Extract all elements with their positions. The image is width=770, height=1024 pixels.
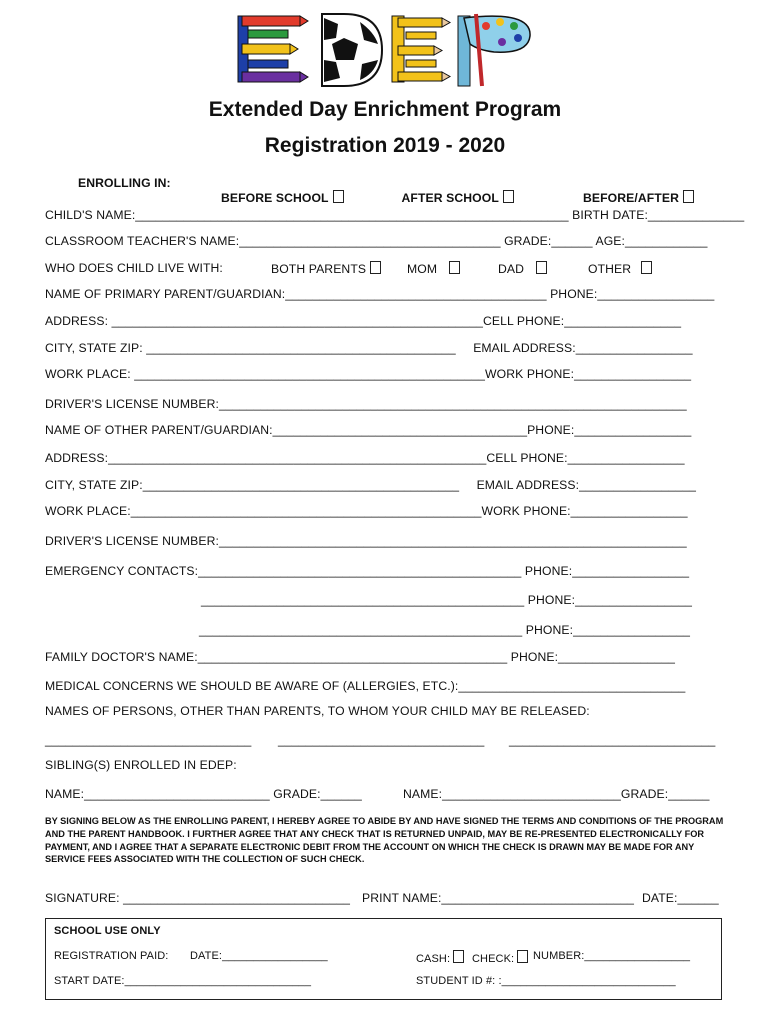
enroll-before-checkbox[interactable] <box>333 190 344 203</box>
logo-artwork <box>232 10 536 90</box>
cash-label: CASH: <box>416 953 451 965</box>
teacher-row[interactable]: CLASSROOM TEACHER'S NAME:______________________________________ GRADE:______ AGE:____________ <box>45 234 708 248</box>
sibling-row-1[interactable]: NAME:___________________________ GRADE:______ <box>45 787 362 801</box>
lives-other-checkbox[interactable] <box>641 261 652 274</box>
check-option[interactable] <box>472 950 528 965</box>
medical-row[interactable]: MEDICAL CONCERNS WE SHOULD BE AWARE OF (ALLERGIES, ETC.):_________________________________ <box>45 679 686 693</box>
pencil-e-icon <box>392 16 450 82</box>
start-date-field[interactable]: START DATE:______________________________ <box>54 975 312 987</box>
school-use-box <box>45 918 722 1000</box>
palette-p-icon <box>458 14 530 86</box>
student-id-field[interactable]: STUDENT ID #: :____________________________ <box>416 975 676 987</box>
work-row-2[interactable]: WORK PLACE:___________________________________________________WORK PHONE:_________________ <box>45 504 688 518</box>
soccer-ball-d-icon <box>322 14 382 86</box>
lives-both-checkbox[interactable] <box>370 261 381 274</box>
primary-parent-row[interactable]: NAME OF PRIMARY PARENT/GUARDIAN:______________________________________ PHONE:_________________ <box>45 287 715 301</box>
lives-other-label: OTHER <box>588 262 632 276</box>
enroll-both-option[interactable] <box>576 176 694 205</box>
enroll-after-option[interactable] <box>395 176 514 205</box>
agreement-text: BY SIGNING BELOW AS THE ENROLLING PARENT, I HEREBY AGREE TO ABIDE BY AND HAVE SIGNED THE TERMS AND CONDITIONS OF THE PROGRAM AND THE PARENT HANDBOOK. I FURTHER AGREE THAT ANY CHECK THAT IS RETURNED UNPAID, MAY BE RE-PRESENTED ELECTRONICALLY FOR PAYMENT, AND I AGREE THAT A SEPARATE ELECTRONIC DEBIT FROM THE ACCOUNT ON WHICH THE CHECK IS DRAWN MAY BE MADE FOR ANY SERVICE FEES ASSOCIATED WITH THE COLLECTION OF SUCH CHECK. <box>45 816 724 865</box>
enroll-before-option[interactable] <box>214 176 344 205</box>
enrolling-label: ENROLLING IN: <box>78 176 171 190</box>
emergency-contact-row-3[interactable]: _______________________________________________ PHONE:_________________ <box>199 623 691 637</box>
signature-field[interactable]: SIGNATURE: _________________________________ <box>45 891 351 905</box>
cash-option[interactable] <box>416 950 464 965</box>
siblings-label: SIBLING(S) ENROLLED IN EDEP: <box>45 758 237 772</box>
page-title: Extended Day Enrichment Program <box>208 98 562 121</box>
address-row-1[interactable]: ADDRESS: ______________________________________________________CELL PHONE:_________________ <box>45 314 682 328</box>
cash-checkbox[interactable] <box>453 950 464 963</box>
school-use-title: SCHOOL USE ONLY <box>54 925 161 937</box>
release-line-2[interactable]: ______________________________ <box>278 733 485 747</box>
lives-both-label: BOTH PARENTS <box>271 262 367 276</box>
lives-mom-label: MOM <box>407 262 438 276</box>
work-row-1[interactable]: WORK PLACE: ___________________________________________________WORK PHONE:_________________ <box>45 367 692 381</box>
other-parent-row[interactable]: NAME OF OTHER PARENT/GUARDIAN:_____________________________________PHONE:_________________ <box>45 423 692 437</box>
edep-logo <box>232 10 536 90</box>
number-field[interactable]: NUMBER:_________________ <box>533 950 691 962</box>
registration-paid-label: REGISTRATION PAID: <box>54 950 169 962</box>
crayon-e-icon <box>238 16 308 82</box>
check-checkbox[interactable] <box>517 950 528 963</box>
lives-other-option[interactable] <box>588 261 652 276</box>
check-label: CHECK: <box>472 953 515 965</box>
emergency-contact-row-1[interactable]: EMERGENCY CONTACTS:_______________________________________________ PHONE:_________________ <box>45 564 690 578</box>
child-name-row[interactable]: CHILD'S NAME:_______________________________________________________________ BIRTH DATE:______________ <box>45 208 745 222</box>
emergency-contact-row-2[interactable]: _______________________________________________ PHONE:_________________ <box>201 593 693 607</box>
enroll-before-label: BEFORE SCHOOL <box>220 191 329 205</box>
lives-mom-checkbox[interactable] <box>449 261 460 274</box>
lives-dad-checkbox[interactable] <box>536 261 547 274</box>
lives-dad-option[interactable] <box>498 261 547 276</box>
school-date-field[interactable]: DATE:_________________ <box>190 950 328 962</box>
lives-mom-option[interactable] <box>407 261 460 276</box>
release-line-1[interactable]: ______________________________ <box>45 733 252 747</box>
enroll-after-label: AFTER SCHOOL <box>401 191 499 205</box>
city-row-1[interactable]: CITY, STATE ZIP: _____________________________________________ EMAIL ADDRESS:_________________ <box>45 341 693 355</box>
city-row-2[interactable]: CITY, STATE ZIP:______________________________________________ EMAIL ADDRESS:_________________ <box>45 478 697 492</box>
lives-with-label: WHO DOES CHILD LIVE WITH: <box>45 261 223 275</box>
address-row-2[interactable]: ADDRESS:_______________________________________________________CELL PHONE:_________________ <box>45 451 685 465</box>
lives-both-option[interactable] <box>271 261 381 276</box>
enroll-both-label: BEFORE/AFTER <box>582 191 679 205</box>
lives-dad-label: DAD <box>498 262 525 276</box>
sibling-row-2[interactable]: NAME:__________________________GRADE:______ <box>403 787 710 801</box>
enroll-both-checkbox[interactable] <box>683 190 694 203</box>
page-subtitle: Registration 2019 - 2020 <box>264 134 506 157</box>
release-line-3[interactable]: ______________________________ <box>509 733 716 747</box>
print-name-field[interactable]: PRINT NAME:____________________________ <box>362 891 635 905</box>
drivers-license-row-1[interactable]: DRIVER'S LICENSE NUMBER:____________________________________________________________________ <box>45 397 687 411</box>
drivers-license-row-2[interactable]: DRIVER'S LICENSE NUMBER:____________________________________________________________________ <box>45 534 687 548</box>
enroll-after-checkbox[interactable] <box>503 190 514 203</box>
release-label: NAMES OF PERSONS, OTHER THAN PARENTS, TO WHOM YOUR CHILD MAY BE RELEASED: <box>45 704 590 718</box>
doctor-row[interactable]: FAMILY DOCTOR'S NAME:_____________________________________________ PHONE:_________________ <box>45 650 675 664</box>
signature-date-field[interactable]: DATE:______ <box>642 891 719 905</box>
